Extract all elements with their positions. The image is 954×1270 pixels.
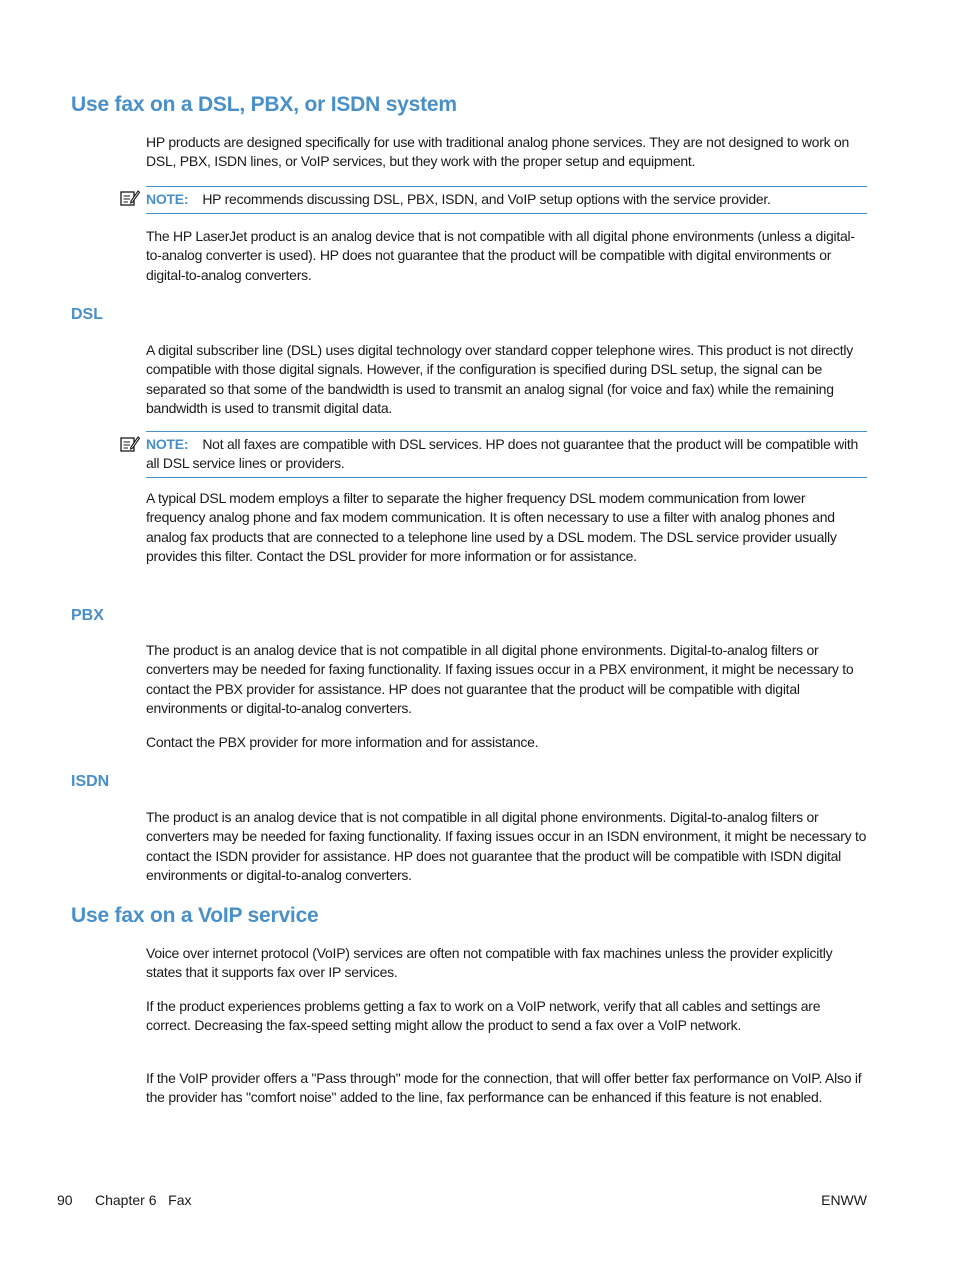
- page-number: 90: [57, 1192, 73, 1208]
- voip-paragraph-2: If the product experiences problems getting a fax to work on a VoIP network, verify that all cables and settings are correct. Decreasing the fax-speed setting might allow the product to send a fax over a VoIP network.: [146, 998, 821, 1034]
- note-icon: [120, 189, 140, 207]
- footer-enww: ENWW: [821, 1192, 867, 1208]
- dsl-paragraph-1: A digital subscriber line (DSL) uses digital technology over standard copper telephone wires. This product is not directly compatible with those digital signals. However, if the configuration is specified during DSL setup, the signal can be separated so that some of the bandwidth is used to transmit an analog signal (for voice and fax) while the remaining bandwidth is used to transmit digital data.: [146, 342, 853, 416]
- intro-paragraph: HP products are designed specifically for use with traditional analog phone services. They are not designed to work on DSL, PBX, ISDN lines, or VoIP services, but they work with the proper setup and equipment.: [146, 134, 850, 170]
- note-icon: [120, 435, 140, 453]
- section-title-dsl-pbx-isdn: Use fax on a DSL, PBX, or ISDN system: [71, 93, 457, 116]
- heading-dsl: DSL: [71, 306, 103, 323]
- note-text: HP recommends discussing DSL, PBX, ISDN, and VoIP setup options with the service provider.: [202, 191, 771, 207]
- voip-paragraph-1: Voice over internet protocol (VoIP) services are often not compatible with fax machines unless the provider explicitly states that it supports fax over IP services.: [146, 945, 833, 981]
- pbx-paragraph-2: Contact the PBX provider for more information and for assistance.: [146, 734, 539, 750]
- pbx-paragraph-1: The product is an analog device that is not compatible in all digital phone environments. Digital-to-analog filters or converters may be needed for faxing functionality. If faxing issues occur in a PBX environment, it might be necessary to contact the PBX provider for assistance. HP does not guarantee that the product will be compatible with digital environments or digital-to-analog converters.: [146, 642, 854, 716]
- dsl-paragraph-2: A typical DSL modem employs a filter to separate the higher frequency DSL modem communication from lower frequency analog phone and fax modem communication. It is often necessary to use a filter with analog phones and analog fax products that are connected to a telephone line used by a DSL modem. The DSL service provider usually provides this filter. Contact the DSL provider for more information or for assistance.: [146, 490, 837, 564]
- footer-chapter: Chapter 6 Fax: [95, 1192, 192, 1208]
- analog-device-paragraph: The HP LaserJet product is an analog device that is not compatible with all digital phone environments (unless a digital-to-analog converter is used). HP does not guarantee that the product will be compatible with digital environments or digital-to-analog converters.: [146, 228, 855, 283]
- note-label: NOTE:: [146, 191, 189, 207]
- section-title-voip: Use fax on a VoIP service: [71, 904, 319, 927]
- note-label: NOTE:: [146, 436, 189, 452]
- heading-pbx: PBX: [71, 607, 104, 624]
- heading-isdn: ISDN: [71, 773, 110, 790]
- voip-paragraph-3: If the VoIP provider offers a "Pass through" mode for the connection, that will offer better fax performance on VoIP. Also if the provider has "comfort noise" added to the line, fax performance can be enhanced if this feature is not enabled.: [146, 1070, 862, 1106]
- isdn-paragraph: The product is an analog device that is not compatible in all digital phone environments. Digital-to-analog filters or converters may be needed for faxing functionality. If faxing issues occur in an ISDN environment, it might be necessary to contact the ISDN provider for assistance. HP does not guarantee that the product will be compatible with ISDN digital environments or digital-to-analog converters.: [146, 809, 867, 883]
- note-dsl-compatibility: [146, 431, 867, 478]
- note-text: Not all faxes are compatible with DSL services. HP does not guarantee that the product will be compatible with all DSL service lines or providers.: [146, 436, 859, 471]
- note-recommend-setup: [146, 186, 867, 214]
